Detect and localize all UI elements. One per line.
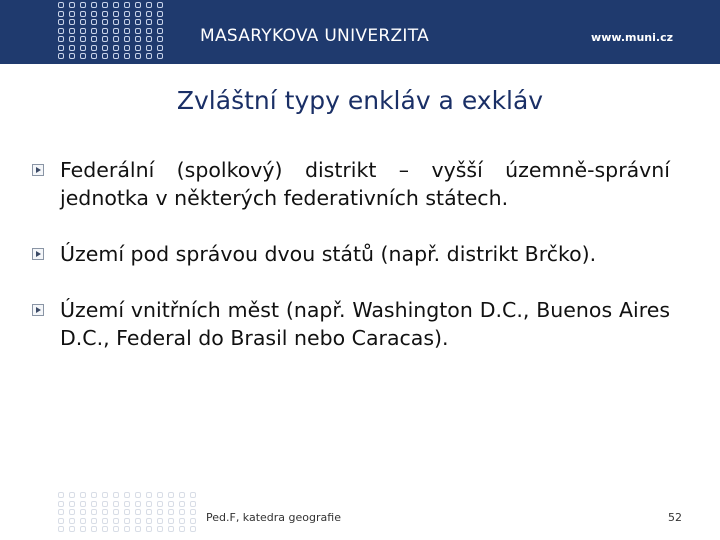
logo-dot bbox=[91, 36, 97, 42]
logo-dot bbox=[190, 509, 196, 515]
logo-dot bbox=[113, 501, 119, 507]
logo-dot bbox=[91, 492, 97, 498]
logo-dot bbox=[102, 518, 108, 524]
logo-dot bbox=[102, 45, 108, 51]
logo-dot bbox=[179, 526, 185, 532]
logo-dot bbox=[124, 53, 130, 59]
logo-dot bbox=[69, 11, 75, 17]
logo-dot bbox=[113, 28, 119, 34]
logo-dot bbox=[91, 28, 97, 34]
logo-dot bbox=[135, 28, 141, 34]
logo-dot bbox=[146, 28, 152, 34]
logo-dot bbox=[80, 492, 86, 498]
logo-dot bbox=[157, 19, 163, 25]
logo-dot bbox=[124, 36, 130, 42]
logo-dot bbox=[58, 518, 64, 524]
logo-dot bbox=[102, 526, 108, 532]
logo-dot bbox=[113, 45, 119, 51]
logo-dot bbox=[124, 509, 130, 515]
logo-dot bbox=[157, 518, 163, 524]
logo-dot bbox=[80, 11, 86, 17]
logo-dot bbox=[124, 28, 130, 34]
logo-dot bbox=[80, 19, 86, 25]
logo-dot bbox=[124, 45, 130, 51]
logo-dot bbox=[157, 11, 163, 17]
logo-dot bbox=[190, 492, 196, 498]
logo-dot bbox=[146, 526, 152, 532]
logo-dot bbox=[91, 526, 97, 532]
logo-dot bbox=[102, 53, 108, 59]
logo-dot bbox=[135, 11, 141, 17]
logo-dot bbox=[69, 19, 75, 25]
bullet-item bbox=[60, 240, 670, 268]
bullet-item bbox=[60, 156, 670, 212]
logo-dot bbox=[69, 28, 75, 34]
logo-dot bbox=[91, 509, 97, 515]
logo-dot bbox=[58, 19, 64, 25]
logo-dot bbox=[135, 492, 141, 498]
logo-dot bbox=[135, 501, 141, 507]
logo-dot bbox=[135, 509, 141, 515]
logo-dot bbox=[91, 501, 97, 507]
header-bar bbox=[0, 0, 720, 64]
logo-dot bbox=[69, 492, 75, 498]
logo-dot bbox=[190, 526, 196, 532]
logo-dot bbox=[157, 492, 163, 498]
logo-dot bbox=[146, 2, 152, 8]
logo-dot bbox=[179, 518, 185, 524]
logo-dot bbox=[69, 53, 75, 59]
bullet-arrow-icon bbox=[32, 304, 44, 316]
logo-dot bbox=[58, 45, 64, 51]
logo-dot bbox=[91, 518, 97, 524]
logo-dot bbox=[190, 501, 196, 507]
logo-dot bbox=[69, 45, 75, 51]
logo-dot bbox=[146, 518, 152, 524]
logo-dot bbox=[58, 501, 64, 507]
logo-dot bbox=[80, 509, 86, 515]
logo-dot bbox=[168, 501, 174, 507]
logo-dot bbox=[135, 53, 141, 59]
logo-dot bbox=[146, 19, 152, 25]
logo-dot bbox=[157, 509, 163, 515]
logo-dot bbox=[157, 501, 163, 507]
logo-dot bbox=[124, 19, 130, 25]
logo-dot bbox=[69, 526, 75, 532]
logo-dot bbox=[168, 509, 174, 515]
logo-dot bbox=[124, 501, 130, 507]
logo-dot bbox=[146, 36, 152, 42]
logo-dot bbox=[91, 11, 97, 17]
slide-title: Zvláštní typy enkláv a exkláv bbox=[176, 86, 544, 115]
logo-dot bbox=[124, 518, 130, 524]
logo-dot bbox=[102, 36, 108, 42]
logo-dot bbox=[157, 45, 163, 51]
logo-dot bbox=[102, 501, 108, 507]
logo-dot bbox=[69, 509, 75, 515]
logo-dot bbox=[168, 526, 174, 532]
logo-dot bbox=[80, 2, 86, 8]
logo-dot bbox=[179, 492, 185, 498]
logo-dot bbox=[58, 36, 64, 42]
logo-dot bbox=[146, 509, 152, 515]
logo-dot bbox=[124, 2, 130, 8]
bullet-text: Území vnitřních měst (např. Washington D.C., Buenos Aires D.C., Federal do Brasil nebo Caracas). bbox=[60, 298, 670, 350]
bullet-arrow-icon bbox=[32, 248, 44, 260]
logo-dot bbox=[102, 509, 108, 515]
logo-dot bbox=[113, 526, 119, 532]
logo-dot bbox=[113, 2, 119, 8]
logo-dot bbox=[124, 11, 130, 17]
logo-dot bbox=[80, 526, 86, 532]
logo-dot bbox=[179, 509, 185, 515]
logo-dot bbox=[91, 45, 97, 51]
logo-dot bbox=[69, 501, 75, 507]
logo-dot bbox=[91, 2, 97, 8]
logo-dot bbox=[135, 19, 141, 25]
logo-dot bbox=[135, 36, 141, 42]
logo-dot bbox=[124, 492, 130, 498]
logo-dot bbox=[113, 492, 119, 498]
logo-dot bbox=[80, 45, 86, 51]
bullet-item bbox=[60, 296, 670, 352]
logo-dot bbox=[69, 518, 75, 524]
logo-dot bbox=[113, 11, 119, 17]
logo-dot bbox=[168, 492, 174, 498]
university-website: www.muni.cz bbox=[591, 31, 673, 44]
logo-dot bbox=[58, 509, 64, 515]
logo-dot bbox=[69, 2, 75, 8]
logo-dot bbox=[102, 28, 108, 34]
bullet-text: Území pod správou dvou států (např. distrikt Brčko). bbox=[60, 242, 597, 266]
logo-dot bbox=[58, 526, 64, 532]
footer-dot-pattern bbox=[58, 492, 201, 535]
bullet-text: Federální (spolkový) distrikt – vyšší územně-správní jednotka v některých federativních státech. bbox=[60, 158, 670, 210]
logo-dot bbox=[168, 518, 174, 524]
logo-dot bbox=[135, 526, 141, 532]
logo-dot bbox=[157, 28, 163, 34]
logo-dot bbox=[146, 11, 152, 17]
logo-dot bbox=[91, 19, 97, 25]
bullet-list bbox=[60, 156, 670, 352]
logo-dot bbox=[80, 501, 86, 507]
logo-dot bbox=[146, 492, 152, 498]
logo-dot bbox=[146, 53, 152, 59]
logo-dot bbox=[58, 11, 64, 17]
logo-dot bbox=[135, 518, 141, 524]
logo-dot bbox=[146, 45, 152, 51]
logo-dot bbox=[157, 2, 163, 8]
logo-dot bbox=[113, 19, 119, 25]
logo-dot bbox=[69, 36, 75, 42]
logo-dot bbox=[135, 2, 141, 8]
logo-dot bbox=[113, 36, 119, 42]
logo-dot bbox=[157, 526, 163, 532]
logo-dot bbox=[113, 518, 119, 524]
logo-dot bbox=[58, 28, 64, 34]
logo-dot bbox=[91, 53, 97, 59]
logo-dot bbox=[102, 11, 108, 17]
logo-dot bbox=[113, 53, 119, 59]
logo-dot bbox=[190, 518, 196, 524]
logo-dot bbox=[80, 53, 86, 59]
logo-dot bbox=[102, 492, 108, 498]
logo-dot bbox=[157, 36, 163, 42]
logo-dot bbox=[146, 501, 152, 507]
university-logo-grid bbox=[58, 2, 168, 62]
logo-dot bbox=[102, 19, 108, 25]
slide-number: 52 bbox=[668, 511, 682, 524]
logo-dot bbox=[102, 2, 108, 8]
logo-dot bbox=[179, 501, 185, 507]
logo-dot bbox=[58, 492, 64, 498]
logo-dot bbox=[58, 2, 64, 8]
footer-department: Ped.F, katedra geografie bbox=[206, 511, 341, 524]
logo-dot bbox=[113, 509, 119, 515]
university-name: MASARYKOVA UNIVERZITA bbox=[200, 26, 430, 46]
logo-dot bbox=[80, 36, 86, 42]
logo-dot bbox=[124, 526, 130, 532]
logo-dot bbox=[135, 45, 141, 51]
logo-dot bbox=[80, 518, 86, 524]
logo-dot bbox=[157, 53, 163, 59]
bullet-arrow-icon bbox=[32, 164, 44, 176]
logo-dot bbox=[80, 28, 86, 34]
logo-dot bbox=[58, 53, 64, 59]
